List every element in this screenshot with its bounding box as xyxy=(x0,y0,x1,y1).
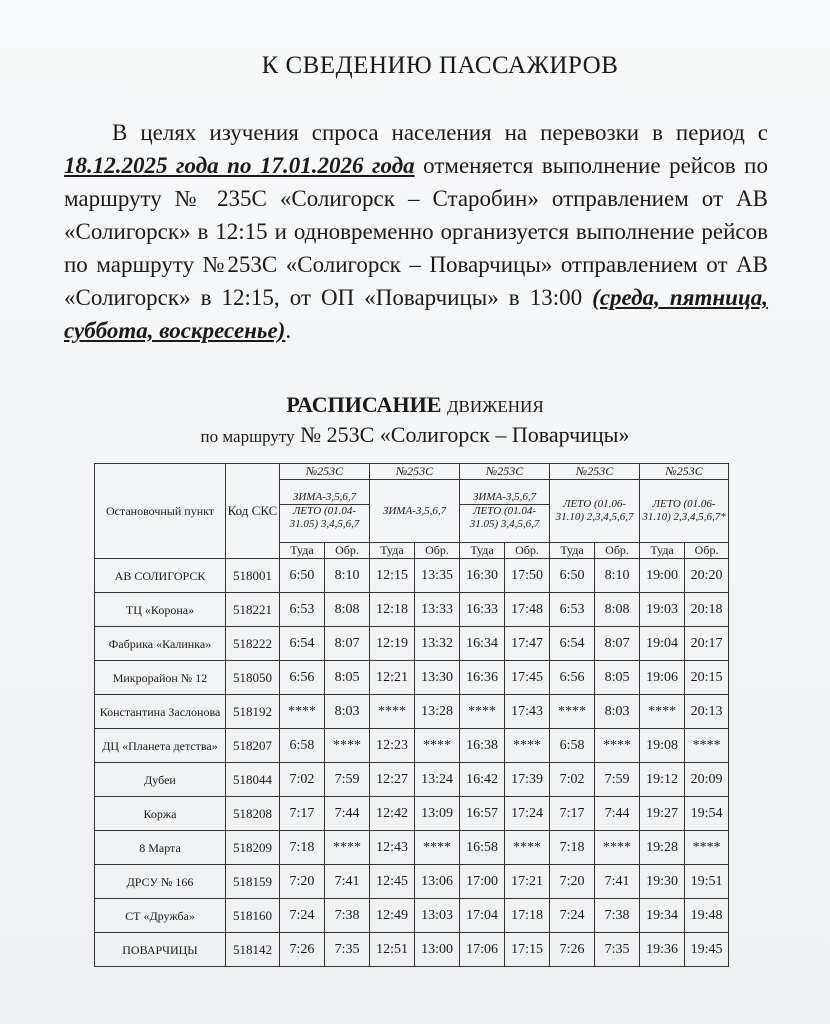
time-cell: **** xyxy=(280,695,325,729)
time-cell: **** xyxy=(370,695,415,729)
time-cell: 17:48 xyxy=(505,593,550,627)
time-cell: **** xyxy=(685,729,729,763)
time-cell: 13:28 xyxy=(415,695,460,729)
time-cell: 19:54 xyxy=(685,797,729,831)
time-cell: 13:06 xyxy=(415,865,460,899)
time-cell: 16:34 xyxy=(460,627,505,661)
time-cell: 7:18 xyxy=(280,831,325,865)
table-row xyxy=(95,661,729,695)
time-cell: 8:08 xyxy=(595,593,640,627)
time-cell: 19:12 xyxy=(640,763,685,797)
table-row xyxy=(95,831,729,865)
time-cell: 17:50 xyxy=(505,559,550,593)
time-cell: 19:03 xyxy=(640,593,685,627)
time-cell: 13:00 xyxy=(415,933,460,967)
notice-days: (среда, пятница, суббота, воскресенье) xyxy=(64,285,769,343)
route-number: №253С xyxy=(640,464,729,480)
stop-code: 518044 xyxy=(226,763,280,797)
time-cell: 17:24 xyxy=(505,797,550,831)
schedule-body xyxy=(95,559,729,967)
time-cell: 7:44 xyxy=(595,797,640,831)
dir-back: Обр. xyxy=(685,543,729,559)
schedule-title xyxy=(0,392,830,418)
dir-there: Туда xyxy=(640,543,685,559)
table-row xyxy=(95,559,729,593)
time-cell: 17:43 xyxy=(505,695,550,729)
time-cell: **** xyxy=(460,695,505,729)
time-cell: 7:26 xyxy=(280,933,325,967)
notice-text-2: отменяется выполнение рейсов по маршруту № 235С «Солигорск – Старобин» отправлением от АВ «Солигорск» в 12:15 и одновременно организуется выполнение рейсов по маршруту №253С «Солигорск – Поварчицы» отправлением от АВ «Солигорск» в 12:15, от ОП «Поварчицы» в 13:00 xyxy=(64,153,768,310)
time-cell: **** xyxy=(325,831,370,865)
time-cell: 6:54 xyxy=(550,627,595,661)
route-season-top: ЗИМА-3,5,6,7 xyxy=(460,491,549,505)
time-cell: 7:35 xyxy=(595,933,640,967)
time-cell: 20:18 xyxy=(685,593,729,627)
time-cell: **** xyxy=(640,695,685,729)
dir-back: Обр. xyxy=(595,543,640,559)
time-cell: 12:19 xyxy=(370,627,415,661)
time-cell: 16:57 xyxy=(460,797,505,831)
notice-period: 18.12.2025 года по 17.01.2026 года xyxy=(64,153,415,178)
time-cell: 16:36 xyxy=(460,661,505,695)
time-cell: **** xyxy=(415,831,460,865)
time-cell: 20:15 xyxy=(685,661,729,695)
time-cell: 16:42 xyxy=(460,763,505,797)
time-cell: 6:56 xyxy=(280,661,325,695)
time-cell: **** xyxy=(505,729,550,763)
time-cell: 12:18 xyxy=(370,593,415,627)
route-number: №253С xyxy=(280,464,370,480)
stop-code: 518192 xyxy=(226,695,280,729)
time-cell: 7:24 xyxy=(280,899,325,933)
time-cell: 6:58 xyxy=(550,729,595,763)
time-cell: 7:24 xyxy=(550,899,595,933)
time-cell: 8:08 xyxy=(325,593,370,627)
route-season-main: ЛЕТО (01.06-31.10) 2,3,4,5,6,7* xyxy=(642,498,726,523)
time-cell: 7:20 xyxy=(550,865,595,899)
time-cell: 8:07 xyxy=(595,627,640,661)
time-cell: 12:49 xyxy=(370,899,415,933)
time-cell: 17:04 xyxy=(460,899,505,933)
stop-code: 518222 xyxy=(226,627,280,661)
time-cell: 12:43 xyxy=(370,831,415,865)
stop-name: Фабрика «Калинка» xyxy=(95,627,226,661)
time-cell: 16:30 xyxy=(460,559,505,593)
time-cell: 17:15 xyxy=(505,933,550,967)
time-cell: 6:54 xyxy=(280,627,325,661)
time-cell: 13:32 xyxy=(415,627,460,661)
route-season xyxy=(280,480,370,543)
stop-code: 518142 xyxy=(226,933,280,967)
table-row xyxy=(95,899,729,933)
table-row xyxy=(95,695,729,729)
stop-name: Микрорайон № 12 xyxy=(95,661,226,695)
time-cell: 7:02 xyxy=(280,763,325,797)
route-number: №253С xyxy=(550,464,640,480)
schedule-table xyxy=(94,463,729,967)
time-cell: 12:51 xyxy=(370,933,415,967)
stop-code: 518209 xyxy=(226,831,280,865)
stop-name: ДЦ «Планета детства» xyxy=(95,729,226,763)
stop-code: 518001 xyxy=(226,559,280,593)
time-cell: 17:00 xyxy=(460,865,505,899)
time-cell: 8:07 xyxy=(325,627,370,661)
stop-code: 518050 xyxy=(226,661,280,695)
time-cell: 17:06 xyxy=(460,933,505,967)
stop-name: Константина Заслонова xyxy=(95,695,226,729)
time-cell: 17:45 xyxy=(505,661,550,695)
time-cell: **** xyxy=(595,729,640,763)
stop-name: ДРСУ № 166 xyxy=(95,865,226,899)
time-cell: 16:58 xyxy=(460,831,505,865)
time-cell: 8:05 xyxy=(595,661,640,695)
stop-code: 518160 xyxy=(226,899,280,933)
time-cell: 13:33 xyxy=(415,593,460,627)
route-number: №253С xyxy=(370,464,460,480)
table-row xyxy=(95,933,729,967)
time-cell: 20:20 xyxy=(685,559,729,593)
schedule-subtitle-main: № 253С «Солигорск – Поварчицы» xyxy=(300,422,630,447)
schedule-title-bold: РАСПИСАНИЕ xyxy=(286,392,442,417)
time-cell: **** xyxy=(325,729,370,763)
time-cell: **** xyxy=(595,831,640,865)
time-cell: 12:23 xyxy=(370,729,415,763)
time-cell: 12:45 xyxy=(370,865,415,899)
route-season-main: ЛЕТО (01.06-31.10) 2,3,4,5,6,7 xyxy=(555,498,634,523)
route-season-main: ЛЕТО (01.04-31.05) 3,4,5,6,7 xyxy=(289,505,360,530)
route-season-main: ЗИМА-3,5,6,7 xyxy=(382,504,447,517)
table-row xyxy=(95,729,729,763)
time-cell: 20:09 xyxy=(685,763,729,797)
time-cell: 6:50 xyxy=(550,559,595,593)
notice-title: К СВЕДЕНИЮ ПАССАЖИРОВ xyxy=(261,52,619,79)
time-cell: 13:30 xyxy=(415,661,460,695)
route-season xyxy=(370,480,460,543)
time-cell: 19:28 xyxy=(640,831,685,865)
time-cell: 17:39 xyxy=(505,763,550,797)
time-cell: 8:05 xyxy=(325,661,370,695)
time-cell: 17:47 xyxy=(505,627,550,661)
stop-name: 8 Марта xyxy=(95,831,226,865)
time-cell: 19:04 xyxy=(640,627,685,661)
time-cell: 19:00 xyxy=(640,559,685,593)
route-season xyxy=(550,480,640,543)
table-row xyxy=(95,763,729,797)
dir-back: Обр. xyxy=(325,543,370,559)
table-row xyxy=(95,865,729,899)
time-cell: 19:48 xyxy=(685,899,729,933)
time-cell: 19:27 xyxy=(640,797,685,831)
time-cell: 7:02 xyxy=(550,763,595,797)
time-cell: 7:18 xyxy=(550,831,595,865)
time-cell: 8:10 xyxy=(595,559,640,593)
time-cell: **** xyxy=(550,695,595,729)
time-cell: 19:06 xyxy=(640,661,685,695)
time-cell: 6:56 xyxy=(550,661,595,695)
time-cell: 7:35 xyxy=(325,933,370,967)
time-cell: 19:45 xyxy=(685,933,729,967)
table-row xyxy=(95,797,729,831)
time-cell: **** xyxy=(415,729,460,763)
time-cell: 19:08 xyxy=(640,729,685,763)
route-season-top: ЗИМА-3,5,6,7 xyxy=(280,491,369,505)
schedule-title-rest: ДВИЖЕНИЯ xyxy=(446,397,544,416)
time-cell: 12:21 xyxy=(370,661,415,695)
time-cell: 7:20 xyxy=(280,865,325,899)
stop-code: 518207 xyxy=(226,729,280,763)
time-cell: 7:41 xyxy=(595,865,640,899)
notice-end: . xyxy=(285,318,292,343)
time-cell: 7:59 xyxy=(325,763,370,797)
time-cell: 8:03 xyxy=(325,695,370,729)
dir-back: Обр. xyxy=(415,543,460,559)
time-cell: 16:38 xyxy=(460,729,505,763)
time-cell: 7:17 xyxy=(280,797,325,831)
dir-there: Туда xyxy=(550,543,595,559)
time-cell: 6:58 xyxy=(280,729,325,763)
time-cell: 20:17 xyxy=(685,627,729,661)
time-cell: 19:34 xyxy=(640,899,685,933)
route-number: №253С xyxy=(460,464,550,480)
col-stop-header: Остановочный пункт xyxy=(95,464,226,559)
time-cell: **** xyxy=(505,831,550,865)
route-season xyxy=(460,480,550,543)
time-cell: 12:15 xyxy=(370,559,415,593)
time-cell: 16:33 xyxy=(460,593,505,627)
table-row xyxy=(95,627,729,661)
stop-code: 518159 xyxy=(226,865,280,899)
time-cell: 13:24 xyxy=(415,763,460,797)
time-cell: 7:44 xyxy=(325,797,370,831)
time-cell: 17:21 xyxy=(505,865,550,899)
dir-back: Обр. xyxy=(505,543,550,559)
time-cell: 6:50 xyxy=(280,559,325,593)
schedule-subtitle xyxy=(0,422,830,448)
time-cell: 8:03 xyxy=(595,695,640,729)
stop-name: Коржа xyxy=(95,797,226,831)
time-cell: 12:42 xyxy=(370,797,415,831)
time-cell: 12:27 xyxy=(370,763,415,797)
schedule-header xyxy=(95,464,729,559)
stop-name: АВ СОЛИГОРСК xyxy=(95,559,226,593)
time-cell: **** xyxy=(685,831,729,865)
route-season-main: ЛЕТО (01.04-31.05) 3,4,5,6,7 xyxy=(469,505,540,530)
time-cell: 7:38 xyxy=(325,899,370,933)
time-cell: 17:18 xyxy=(505,899,550,933)
schedule-subtitle-prefix: по маршруту xyxy=(200,427,295,446)
time-cell: 20:13 xyxy=(685,695,729,729)
dir-there: Туда xyxy=(370,543,415,559)
notice-body xyxy=(64,116,768,347)
stop-code: 518208 xyxy=(226,797,280,831)
stop-name: ТЦ «Корона» xyxy=(95,593,226,627)
time-cell: 7:26 xyxy=(550,933,595,967)
time-cell: 7:38 xyxy=(595,899,640,933)
stop-name: ПОВАРЧИЦЫ xyxy=(95,933,226,967)
header-row-routes xyxy=(95,464,729,480)
dir-there: Туда xyxy=(460,543,505,559)
time-cell: 19:51 xyxy=(685,865,729,899)
stop-name: Дубеи xyxy=(95,763,226,797)
notice-text-1: В целях изучения спроса населения на перевозки в период с xyxy=(112,120,768,145)
table-row xyxy=(95,593,729,627)
dir-there: Туда xyxy=(280,543,325,559)
time-cell: 7:59 xyxy=(595,763,640,797)
stop-code: 518221 xyxy=(226,593,280,627)
col-code-header: Код СКС xyxy=(226,464,280,559)
time-cell: 19:30 xyxy=(640,865,685,899)
time-cell: 13:09 xyxy=(415,797,460,831)
time-cell: 19:36 xyxy=(640,933,685,967)
time-cell: 6:53 xyxy=(550,593,595,627)
time-cell: 13:35 xyxy=(415,559,460,593)
time-cell: 6:53 xyxy=(280,593,325,627)
route-season xyxy=(640,480,729,543)
time-cell: 13:03 xyxy=(415,899,460,933)
time-cell: 7:17 xyxy=(550,797,595,831)
time-cell: 8:10 xyxy=(325,559,370,593)
time-cell: 7:41 xyxy=(325,865,370,899)
stop-name: СТ «Дружба» xyxy=(95,899,226,933)
